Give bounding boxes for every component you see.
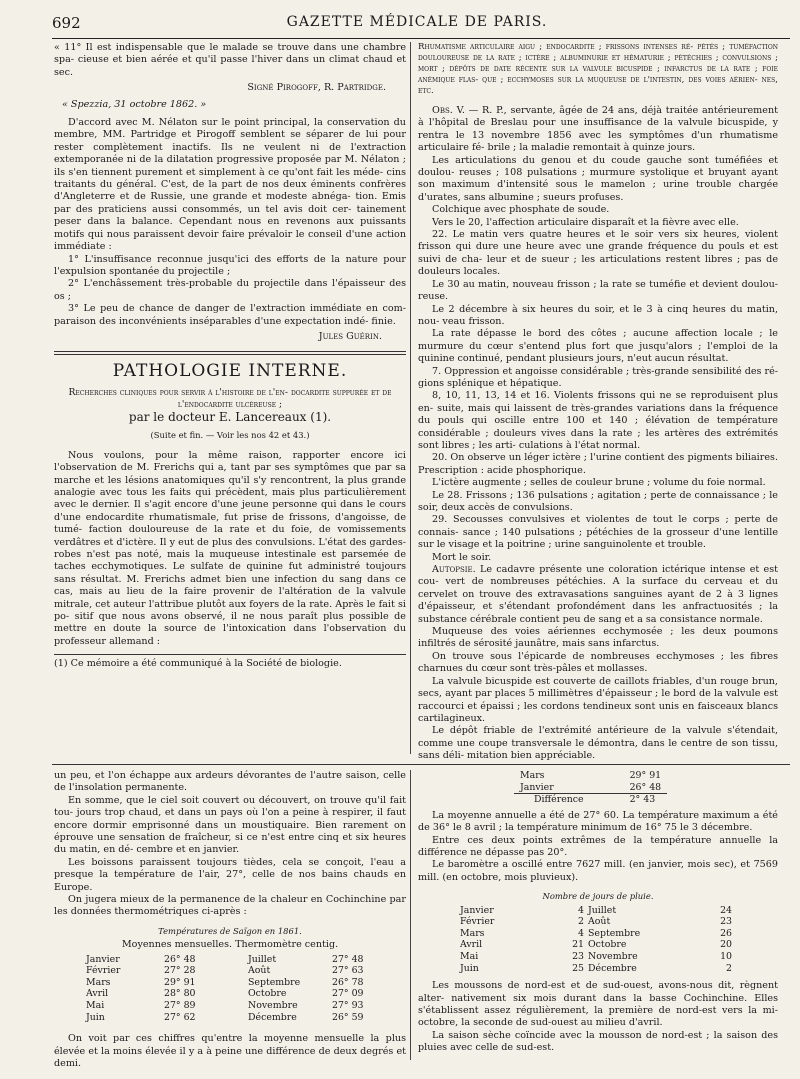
table-cell: 28° 80 [164, 988, 196, 1000]
paragraph: 20. On observe un léger ictère ; l'urine contient des pigments biliaires. Prescription : acide phosphorique. [418, 452, 778, 476]
table-cell: 23 [572, 951, 584, 962]
table-cell: 26 [720, 927, 732, 939]
header-rule [52, 38, 790, 39]
table-cell: 26° 59 [332, 1011, 364, 1023]
temperature-table-caption: Températures de Saïgon en 1861. [158, 925, 302, 936]
paragraph: 1° L'insuffisance reconnue jusqu'ici des efforts de la nature pour l'expulsion spontanée du projectile ; [54, 253, 406, 277]
table-row [84, 1012, 394, 1024]
page-header [52, 14, 782, 36]
paragraph: Le 28. Frissons ; 136 pulsations ; agitation ; perte de connaissance ; le soir, deux accès de convulsions. [418, 489, 778, 513]
table-cell: 21 [572, 939, 584, 951]
table-cell: Mai [460, 951, 479, 962]
table-row [84, 954, 394, 966]
paragraph: La rate dépasse le bord des côtes ; aucune affection locale ; le murmure du cœur s'entend plus fort que jusqu'alors ; l'emploi de la quinine continué, pendant plusieurs jours, n'eut aucun résultat. [418, 328, 778, 365]
table-cell: Avril [86, 988, 109, 1000]
table-row [458, 939, 734, 951]
section-separator [52, 764, 790, 765]
table-cell: Janvier [520, 781, 554, 793]
paragraph: Entre ces deux points extrêmes de la température annuelle la différence ne dépasse pas 20°. [418, 834, 778, 858]
difference-row [514, 794, 667, 806]
paragraph: La valvule bicuspide est couverte de caillots friables, d'un rouge brun, secs, ayant par places 5 millimètres d'épaisseur ; le bord de la valvule est raccourci et épaissi ; les cordons tendineux sont unis en faisceaux blancs cartilagineux. [418, 675, 778, 724]
table-cell: 27° 09 [332, 988, 364, 1000]
table-cell: 23 [720, 916, 732, 928]
paragraph: Colchique avec phosphate de soude. [432, 204, 610, 216]
table-row [84, 965, 394, 977]
table-cell: Juin [460, 962, 479, 974]
signature-pirogoff: Signé Pirogoff, R. Partridge. [247, 82, 386, 94]
paragraph: un peu, et l'on échappe aux ardeurs dévorantes de l'autre saison, celle de l'insolation permanente. [54, 770, 406, 794]
paragraph: Muqueuse des voies aériennes ecchymosée ; les deux poumons infiltrés de sérosité jaunâtre, mais sans infarctus. [418, 626, 778, 650]
section-title: PATHOLOGIE INTERNE. [112, 361, 348, 382]
page-number: 692 [52, 14, 81, 32]
paragraph: 2° L'enchâssement très-probable du projectile dans l'épaisseur des os ; [54, 278, 406, 302]
table-row [84, 1000, 394, 1012]
autopsy-paragraphs [418, 626, 778, 762]
paragraph: Vers le 20, l'affection articulaire disparaît et la fièvre avec elle. [432, 216, 739, 228]
table-cell: 24 [720, 904, 732, 916]
section-rule [54, 351, 406, 355]
column-divider-bottom [410, 770, 411, 1060]
paragraph: 29. Secousses convulsives et violentes de tout le corps ; perte de connais- sance ; 140 pulsations ; pétéchies de la grosseur d'une lentille sur le visage et la poitrine ; urine sanguinolente et trouble. [418, 514, 778, 551]
table-cell: Décembre [588, 962, 637, 974]
paragraph: Les boissons paraissent toujours tièdes, cela se conçoit, l'eau a presque la température de l'air, 27°, celle de nos bains chauds en Europe. [54, 856, 406, 893]
table-cell: Mars [86, 976, 111, 988]
paragraph: 3° Le peu de chance de danger de l'extraction immédiate en com- paraison des inconvénients inséparables d'une expectation indé- finie. [54, 303, 406, 327]
rain-table-caption: Nombre de jours de pluie. [542, 891, 654, 902]
continuation-note: (Suite et fin. — Voir les nos 42 et 43.) [150, 430, 310, 441]
footnote: (1) Ce mémoire a été communiqué à la Société de biologie. [54, 658, 342, 670]
article-title-text: Recherches cliniques pour servir à l'histoire de l'en- docardite suppurée et de l'endocardite ulcéreuse ; [68, 387, 392, 411]
table-cell: 25 [572, 962, 584, 974]
table-cell: Février [86, 965, 121, 977]
table-cell: Juillet [248, 953, 277, 965]
article-title [54, 387, 406, 425]
table-row [514, 770, 667, 782]
paragraph: 7. Oppression et angoisse considérable ; très-grande sensibilité des ré- gions splénique et hépatique. [418, 365, 779, 389]
column-divider [410, 42, 411, 754]
table-cell: 27° 63 [332, 965, 364, 977]
paragraph: On voit par ces chiffres qu'entre la moyenne mensuelle la plus élevée et la moins élevée il y a à peine une différence de deux degrés et demi. [54, 1033, 406, 1070]
table-row [84, 977, 394, 989]
table-cell: Juin [86, 1011, 105, 1023]
table-row [458, 916, 734, 928]
table-cell: 10 [720, 951, 732, 962]
paragraph: L'ictère augmente ; selles de couleur brune ; volume du foie normal. [432, 477, 766, 489]
signature-guerin: Jules Guérin. [318, 330, 382, 342]
table-cell: Juillet [588, 904, 617, 916]
paragraph: Le baromètre a oscillé entre 7627 mill. (en janvier, mois sec), et 7569 mill. (en octobre, mois pluvieux). [418, 859, 778, 883]
table-cell: Février [460, 916, 495, 928]
table-cell: 2 [726, 962, 732, 974]
footnote-rule [54, 654, 406, 655]
table-cell: 27° 48 [332, 953, 364, 965]
paragraph: Les articulations du genou et du coude gauche sont tuméfiées et doulou- reuses ; 108 pulsations ; murmure systolique et bruyant ayant son maximum d'intensité sous le mamelon ; urine trouble chargée d'urates, sans albumine ; sueurs profuses. [418, 154, 778, 203]
table-cell: Octobre [588, 939, 627, 951]
table-cell: Avril [460, 939, 483, 951]
table-cell: Août [588, 916, 611, 928]
autopsy-text: Le cadavre présente une coloration ictérique intense et est cou- vert de nombreuses pétéchies. A la surface du cerveau et du cervelet on trouve des extravasations sanguines ayant de 2 à 3 lignes d'épaisseur, et s'étendant profondément dans les anfractuosités ; la substance cérébrale contient peu de sang et a sa consistance normale. [418, 564, 778, 625]
table-cell: 4 [578, 927, 584, 939]
paragraph: Le dépôt friable de l'extrémité antérieure de la valvule s'étendait, comme une coupe transversale le démontra, dans le centre de son tissu, sans déli- mitation bien appréciable. [418, 725, 778, 762]
table-cell: 27° 28 [164, 965, 196, 977]
table-cell: Janvier [86, 953, 120, 965]
paragraph: On trouve sous l'épicarde de nombreuses ecchymoses ; les fibres charnues du cœur sont très-pâles et mollasses. [418, 650, 778, 675]
table-cell: Décembre [248, 1011, 297, 1023]
table-row [458, 951, 734, 963]
paragraph: Mort le soir. [432, 551, 492, 563]
table-cell: Mars [520, 770, 545, 781]
case-heading: Rhumatisme articulaire aigu ; endocardite ; frissons intenses ré- pétés ; tuméfaction douloureuse de la rate ; ictère ; albuminurie et hématurie ; pétéchies ; convulsions ; mort ; dépôts de date récente sur la valvule bicuspide ; infarctus de la rate ; foie anémique flas- que ; ecchymoses sur la muqueuse de l'intestin, des voies aérien- nes, etc. [418, 42, 778, 96]
quote-paragraph: « 11° Il est indispensable que le malade se trouve dans une chambre spa- cieuse et bien aérée et qu'il passe l'hiver dans un climat chaud et sec. [54, 42, 406, 78]
autopsy-label: Autopsie. [432, 564, 476, 576]
difference-label: Différence [514, 794, 590, 806]
temperature-table-subtitle: Moyennes mensuelles. Thermomètre centig. [121, 939, 339, 951]
paragraph: Le 2 décembre à six heures du soir, et le 3 à cinq heures du matin, nou- veau frisson. [418, 303, 778, 327]
table-cell: Mai [86, 1000, 105, 1012]
table-cell: 4 [578, 904, 584, 916]
article-author: par le docteur E. Lancereaux (1). [128, 410, 332, 425]
bottom-right-column [418, 770, 778, 1070]
table-cell: Novembre [588, 951, 638, 962]
paragraph: 22. Le matin vers quatre heures et le soir vers six heures, violent frisson qui dure une heure avec une grande fréquence du pouls et est suivi de cha- leur et de sueur ; les articulations restent libres ; pas de douleurs locales. [418, 229, 778, 278]
bottom-left-column [54, 770, 406, 1070]
temperature-table [84, 954, 394, 1024]
table-cell: 27° 93 [332, 1000, 364, 1012]
paragraph: En somme, que le ciel soit couvert ou découvert, on trouve qu'il fait tou- jours trop chaud, et dans un pays où l'on a peine à respirer, il faut encore dormir emprisonné dans un moustiquaire. Bien rarement on éprouve une sensation de fraîcheur, si ce n'est entre cinq et six heures du matin, en dé- cembre et en janvier. [54, 794, 406, 856]
table-cell: Août [248, 965, 271, 977]
running-title: GAZETTE MÉDICALE DE PARIS. [286, 14, 548, 30]
paragraph: Les moussons de nord-est et de sud-ouest, avons-nous dit, règnent alter- nativement six mois durant dans la basse Cochinchine. Elles s'établissent assez régulièrement, la première de nord-est vers la mi-octobre, la seconde de sud-ouest au milieu d'avril. [418, 980, 778, 1029]
table-cell: 29° 91 [164, 976, 196, 988]
observation-text: — R. P., servante, âgée de 24 ans, déjà traitée antérieurement à l'hôpital de Breslau pour une insuffisance de la valvule bicuspide, y rentra le 13 novembre 1856 avec les symptômes d'un rhumatisme articulaire fé- brile ; la maladie remontait à quinze jours. [418, 105, 778, 154]
table-cell: 27° 62 [164, 1011, 196, 1023]
table-row [458, 928, 734, 940]
table-cell: Mars [460, 927, 485, 939]
table-cell: 27° 89 [164, 1000, 196, 1012]
table-row [458, 963, 734, 975]
table-cell: 20 [720, 939, 732, 951]
table-cell: 26° 48 [629, 781, 662, 793]
table-cell: 26° 78 [332, 976, 364, 988]
paragraph: La saison sèche coïncide avec la mousson de nord-est ; la saison des pluies avec celle de sud-est. [418, 1029, 778, 1054]
paragraph: La moyenne annuelle a été de 27° 60. La température maximum a été de 36° le 8 avril ; la température minimum de 16° 75 le 3 décembre. [418, 809, 778, 834]
observation-paragraph [418, 105, 778, 155]
paragraph: On jugera mieux de la permanence de la chaleur en Cochinchine par les données thermométriques ci-après : [54, 894, 406, 918]
case-paragraphs [418, 155, 778, 564]
paragraph: Nous voulons, pour la même raison, rapporter encore ici l'observation de M. Frerichs qui a, tant par ses symptômes que par sa marche et les lésions anatomiques qu'il s'y rencontrent, la plus grande analogie avec tous les faits qui précèdent, mais plus particulièrement avec le dernier. Il s'agit encore d'une jeune personne qui dans le cours d'une endocardite rhumatismale, fut prise de frissons, d'angoisse, de tumé- faction douloureuse de la rate et du foie, de vomissements verdâtres et d'ictère. Il y eut de plus des convulsions. L'état des gardes-robes n'est pas noté, mais la muqueuse intestinale est parsemée de taches ecchymotiques. Le sulfate de quinine fut administré toujours sans résultat. M. Frerichs admet bien une infection du sang dans ce cas, mais au lieu de la faire provenir de l'altération de la valvule mitrale, cet auteur l'attribue plutôt aux foyers de la rate. Après le fait si po- sitif que nous avons observé, il ne nous paraît plus possible de mettre en doute la source de l'intoxication dans l'observation du professeur allemand : [54, 449, 406, 647]
dateline: « Spezzia, 31 octobre 1862. » [62, 98, 207, 110]
table-cell: 2 [578, 916, 584, 928]
table-cell: 26° 48 [164, 953, 196, 965]
table-cell: 29° 91 [629, 770, 662, 781]
difference-value: 2° 43 [590, 794, 668, 806]
left-column [54, 42, 406, 736]
table-cell: Septembre [248, 976, 301, 988]
paragraph: 8, 10, 11, 13, 14 et 16. Violents frissons qui ne se reproduisent plus en- suite, mais qui laissent de très-grandes variations dans la fréquence du pouls qui oscille entre 100 et 140 ; élévation de température considérable ; douleurs vives dans la rate ; les artères des extrémités sont libres ; les arti- culations à l'état normal. [418, 390, 778, 451]
right-column [418, 42, 779, 762]
table-cell: Janvier [460, 904, 494, 916]
table-cell: Septembre [588, 927, 641, 939]
table-row [458, 905, 734, 917]
table-row [514, 782, 667, 794]
rain-table [458, 905, 734, 975]
table-cell: Novembre [248, 1000, 298, 1012]
difference-table [514, 770, 667, 806]
autopsy-paragraph [418, 564, 778, 626]
paragraph: D'accord avec M. Nélaton sur le point principal, la conservation du membre, MM. Partridge et Pirogoff semblent se séparer de lui pour rester complètement inactifs. Ils ne veulent ni de l'extraction extemporanée ni de la dilatation progressive proposée par M. Nélaton ; ils s'en tiennent purement et simplement à ce qu'ont fait les méde- cins traitants du général. C'est, de la part de nos deux éminents confrères d'Angleterre et de Russie, une grande et modeste abnéga- tion. Emis par des praticiens aussi consommés, un tel avis doit cer- tainement peser dans la balance. Cependant nous en revenons aux puissants motifs qui nous paraissent devoir faire prévaloir le conseil d'une action immédiate : [54, 117, 406, 253]
table-cell: Octobre [248, 988, 287, 1000]
paragraph: Le 30 au matin, nouveau frisson ; la rate se tuméfie et devient doulou- reuse. [418, 278, 778, 303]
observation-label: Obs. V. [432, 105, 465, 116]
table-row [84, 988, 394, 1000]
